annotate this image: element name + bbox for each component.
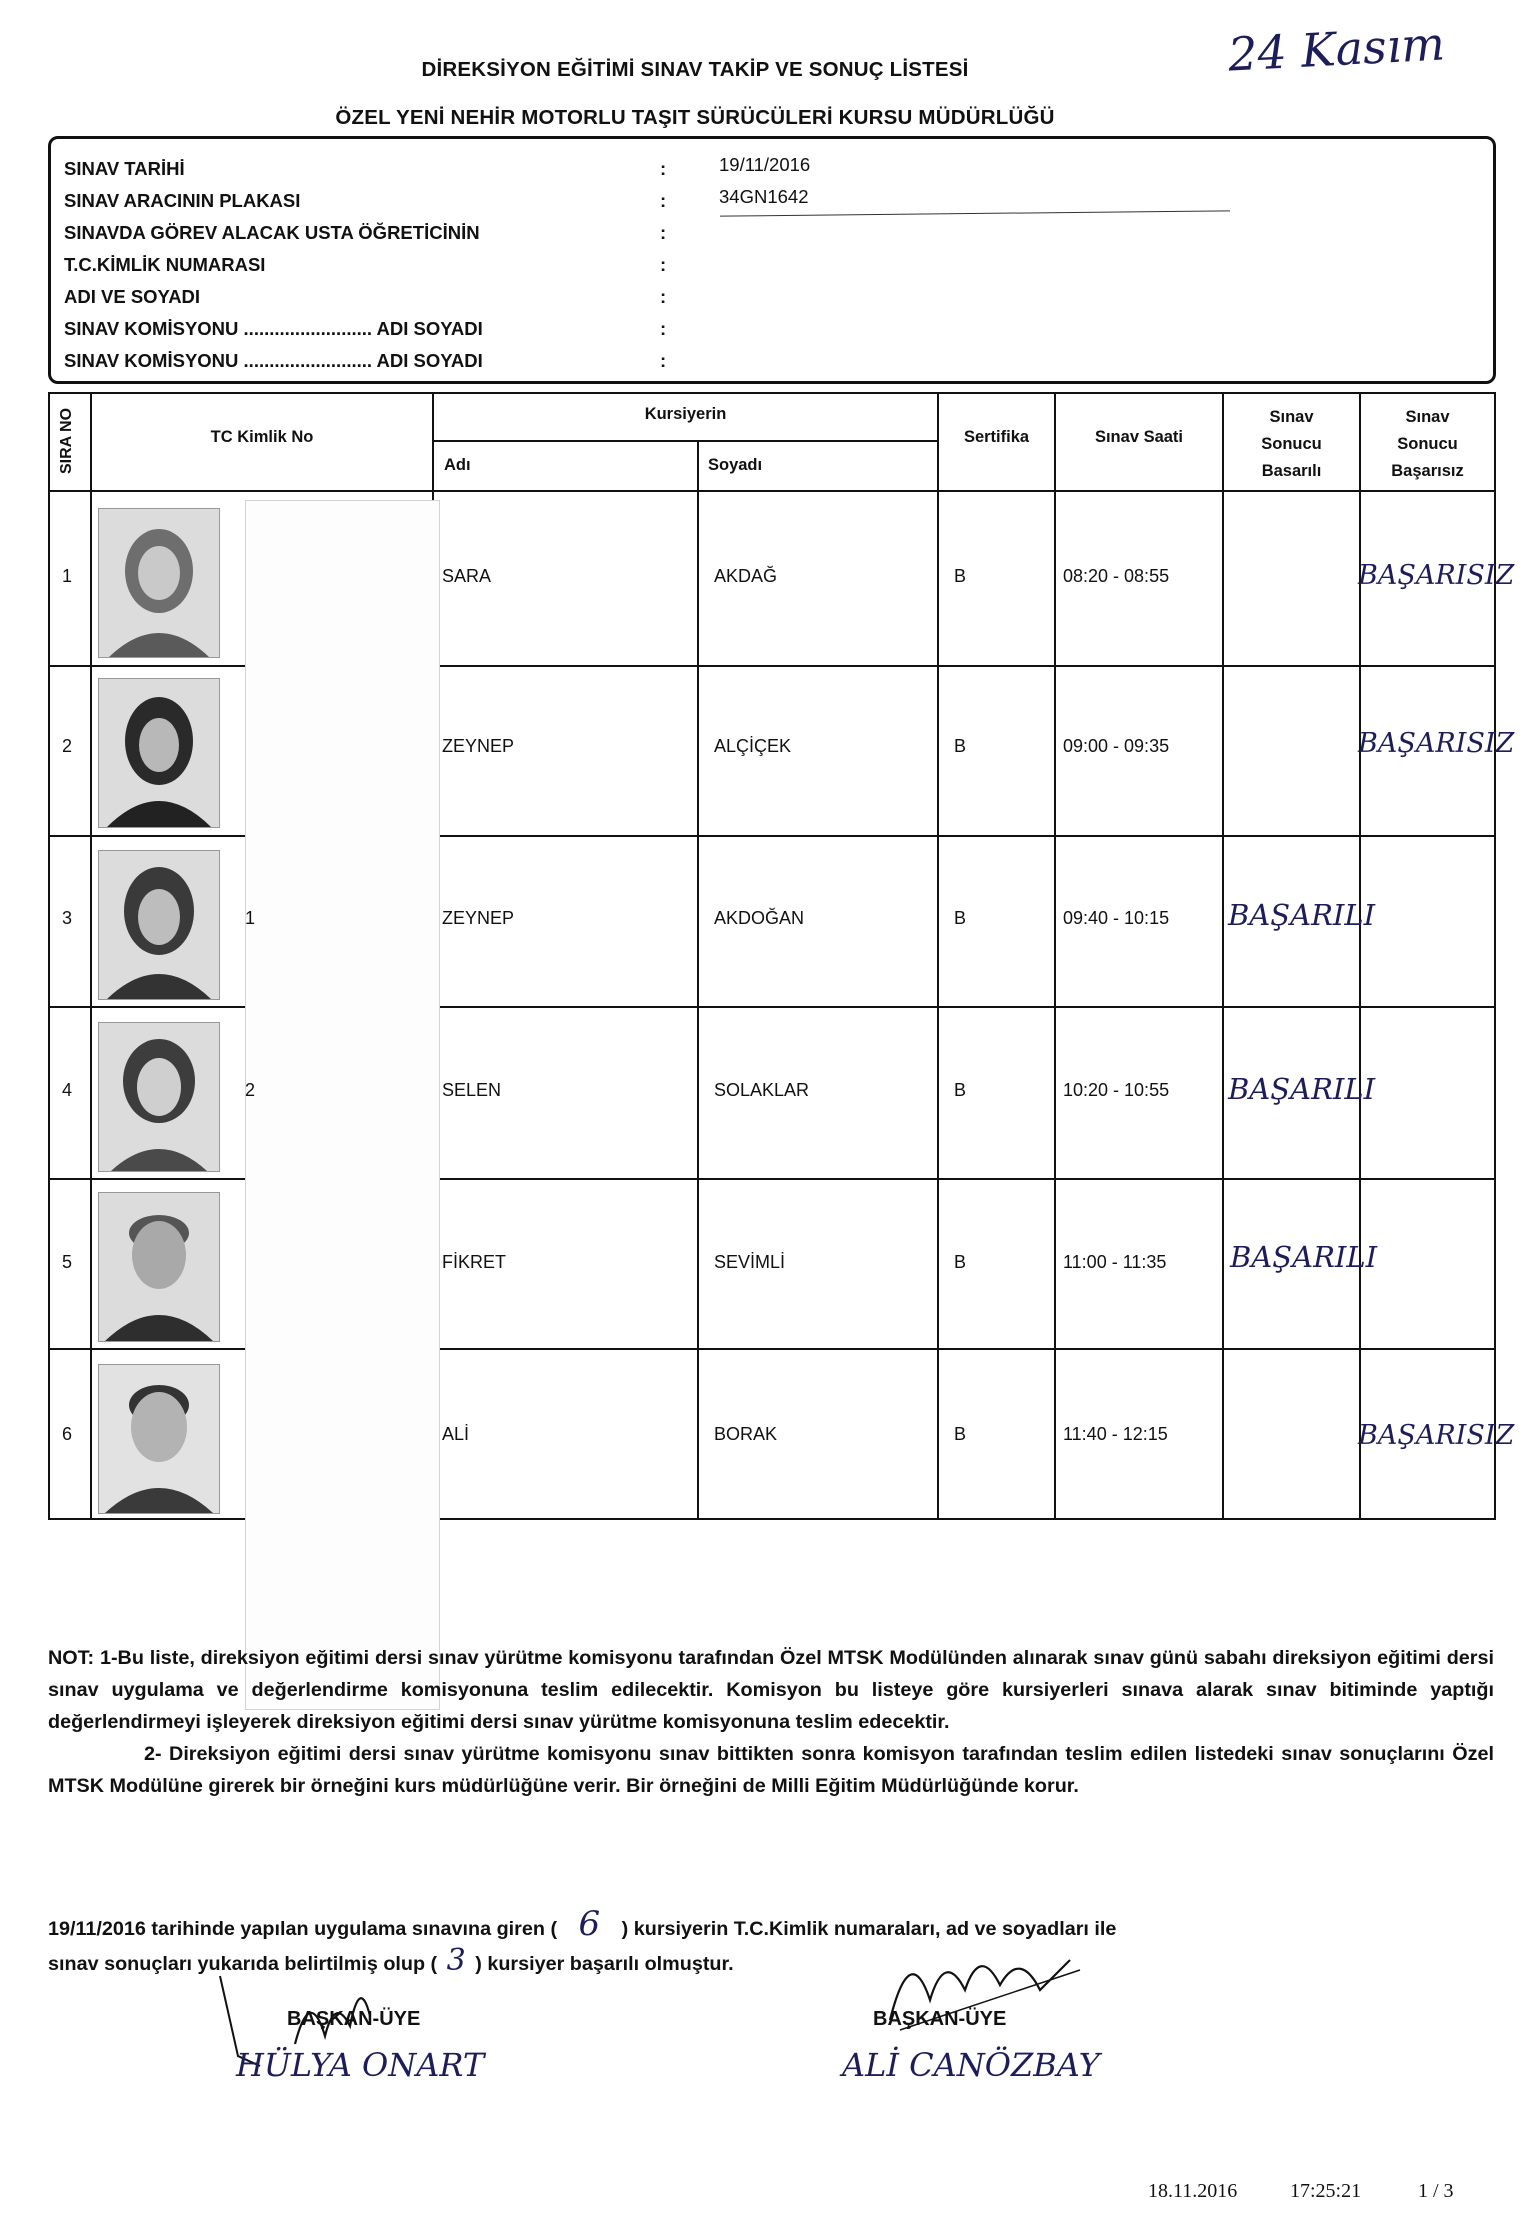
result-pass: BAŞARILI (1228, 1072, 1376, 1106)
certificate: B (954, 908, 967, 928)
left-signatory-name: HÜLYA ONART (236, 2046, 485, 2084)
header-adi: Adı (444, 456, 471, 474)
header-tc: TC Kimlik No (210, 428, 314, 446)
total-count: 6 (578, 1904, 601, 1944)
student-photo (98, 508, 220, 658)
table-border (937, 392, 939, 1520)
student-photo (98, 1364, 220, 1514)
first-name: SELEN (442, 1080, 502, 1100)
certificate: B (954, 1424, 967, 1444)
tc-label: T.C.KİMLİK NUMARASI (64, 254, 266, 275)
portrait-icon (99, 679, 219, 827)
result-fail: BAŞARISIZ (1358, 728, 1515, 759)
header-kursiyerin: Kursiyerin (644, 405, 727, 423)
handwritten-corner-note: 24 Kasım (1226, 16, 1447, 82)
header-basarisiz-line: Başarısız (1391, 462, 1464, 480)
document-title: DİREKSİYON EĞİTİMİ SINAV TAKİP VE SONUÇ LİSTESİ (421, 58, 969, 81)
last-name: AKDAĞ (714, 566, 778, 586)
exam-time: 08:20 - 08:55 (1063, 566, 1170, 586)
tc-fragment: 2 (245, 1080, 256, 1100)
header-basarisiz (1361, 404, 1494, 485)
footer-date: 18.11.2016 (1148, 2180, 1238, 2202)
footer-page: 1 / 3 (1418, 2180, 1454, 2202)
header-sertifika: Sertifika (963, 428, 1030, 446)
certificate: B (954, 566, 967, 586)
passed-count: 3 (446, 1943, 466, 1978)
row-number: 4 (62, 1080, 73, 1100)
committee1-label: SINAV KOMİSYONU ......................... ADI SOYADI (64, 318, 483, 339)
header-soyadi: Soyadı (708, 456, 763, 474)
row-number: 1 (62, 566, 73, 586)
last-name: AKDOĞAN (714, 908, 805, 928)
instructor-label: SINAVDA GÖREV ALACAK USTA ÖĞRETİCİNİN (64, 222, 480, 243)
colon: : (660, 286, 667, 307)
summary-text: 19/11/2016 tarihinde yapılan uygulama sınavına giren ( (48, 1918, 558, 1940)
header-basarili-line: Sonucu (1261, 435, 1322, 453)
result-fail: BAŞARISIZ (1358, 1420, 1515, 1451)
first-name: ZEYNEP (442, 736, 515, 756)
student-photo (98, 850, 220, 1000)
footer-time: 17:25:21 (1290, 2180, 1362, 2202)
result-fail: BAŞARISIZ (1358, 560, 1515, 591)
last-name: BORAK (714, 1424, 778, 1444)
exam-time: 09:00 - 09:35 (1063, 736, 1170, 756)
colon: : (660, 254, 667, 275)
portrait-icon (99, 509, 219, 657)
table-border (1222, 392, 1224, 1520)
result-pass: BAŞARILI (1230, 1240, 1378, 1274)
left-signatory-title: BAŞKAN-ÜYE (287, 2008, 421, 2030)
right-signatory-title: BAŞKAN-ÜYE (873, 2008, 1007, 2030)
first-name: ALİ (442, 1424, 470, 1444)
header-basarili (1224, 404, 1359, 485)
header-basarisiz-line: Sınav (1405, 408, 1450, 426)
plate-label: SINAV ARACININ PLAKASI (64, 190, 301, 211)
exam-time: 11:40 - 12:15 (1063, 1424, 1168, 1444)
certificate: B (954, 1080, 967, 1100)
student-photo (98, 1022, 220, 1172)
header-basarili-line: Basarılı (1261, 462, 1322, 480)
name-label: ADI VE SOYADI (64, 286, 201, 307)
certificate: B (954, 1252, 967, 1272)
row-number: 2 (62, 736, 73, 756)
table-border (1054, 392, 1056, 1520)
note-section (48, 1642, 1494, 1802)
right-signatory-name: ALİ CANÖZBAY (842, 2046, 1100, 2084)
tc-fragment: 1 (245, 908, 256, 928)
first-name: FİKRET (442, 1252, 507, 1272)
row-number: 6 (62, 1424, 73, 1444)
right-signature-icon (870, 1930, 1100, 2040)
first-name: SARA (442, 566, 492, 586)
colon: : (660, 158, 667, 179)
table-border (48, 392, 1496, 394)
table-border (48, 490, 1496, 492)
student-photo (98, 678, 220, 828)
note-paragraph-2: 2- Direksiyon eğitimi dersi sınav yürütme komisyonu sınav bittikten sonra komisyon tarafından teslim edilen listedeki sınav sonuçlarını Özel MTSK Modülüne girerek bir örneğini kurs müdürlüğüne verir. Bir örneğini de Milli Eğitim Müdürlüğünde korur. (48, 1743, 1494, 1797)
row-number: 3 (62, 908, 73, 928)
result-pass: BAŞARILI (1228, 898, 1376, 932)
summary-text: ) kursiyerin T.C.Kimlik numaraları, ad ve soyadları ile (621, 1918, 1117, 1940)
header-basarisiz-line: Sonucu (1397, 435, 1458, 453)
header-basarili-line: Sınav (1269, 408, 1314, 426)
table-border (90, 392, 92, 1520)
exam-date-value: 19/11/2016 (719, 154, 811, 175)
portrait-icon (99, 851, 219, 999)
table-border (432, 440, 937, 442)
row-number: 5 (62, 1252, 73, 1272)
certificate: B (954, 736, 967, 756)
first-name: ZEYNEP (442, 908, 515, 928)
colon: : (660, 350, 667, 371)
summary-line-1 (48, 1904, 1494, 1945)
plate-value: 34GN1642 (719, 186, 809, 207)
exam-time: 11:00 - 11:35 (1063, 1252, 1167, 1272)
exam-time: 09:40 - 10:15 (1063, 908, 1170, 928)
header-sira-no: SIRA NO (58, 407, 75, 475)
colon: : (660, 318, 667, 339)
summary-text: sınav sonuçları yukarıda belirtilmiş olup ( (48, 1953, 438, 1975)
last-name: SEVİMLİ (714, 1252, 786, 1272)
last-name: ALÇİÇEK (714, 736, 792, 756)
header-saat: Sınav Saati (1094, 428, 1184, 446)
note-paragraph-1: NOT: 1-Bu liste, direksiyon eğitimi dersi sınav yürütme komisyonu tarafından Özel MTSK Modülünden alınarak sınav günü sabahı direksiyon eğitimi dersi sınav uygulama ve değerlendirme komisyonuna teslim edilecektir. Komisyon bu listeye göre kursiyerleri sınava alarak sınav bitiminde yaptığı değerlendirmeyi işleyerek direksiyon eğitimi dersi sınav yürütme komisyonuna teslim edecektir. (48, 1647, 1494, 1733)
student-photo (98, 1192, 220, 1342)
committee2-label: SINAV KOMİSYONU ......................... ADI SOYADI (64, 350, 483, 371)
colon: : (660, 222, 667, 243)
portrait-icon (99, 1365, 219, 1513)
redaction-strip (245, 500, 440, 1710)
table-border (48, 392, 50, 1520)
table-border (697, 440, 699, 1520)
exam-date-label: SINAV TARİHİ (64, 158, 185, 179)
summary-text: ) kursiyer başarılı olmuştur. (475, 1953, 734, 1975)
last-name: SOLAKLAR (714, 1080, 810, 1100)
exam-time: 10:20 - 10:55 (1063, 1080, 1170, 1100)
portrait-icon (99, 1193, 219, 1341)
portrait-icon (99, 1023, 219, 1171)
institution-name: ÖZEL YENİ NEHİR MOTORLU TAŞIT SÜRÜCÜLERİ KURSU MÜDÜRLÜĞÜ (335, 106, 1055, 129)
colon: : (660, 190, 667, 211)
